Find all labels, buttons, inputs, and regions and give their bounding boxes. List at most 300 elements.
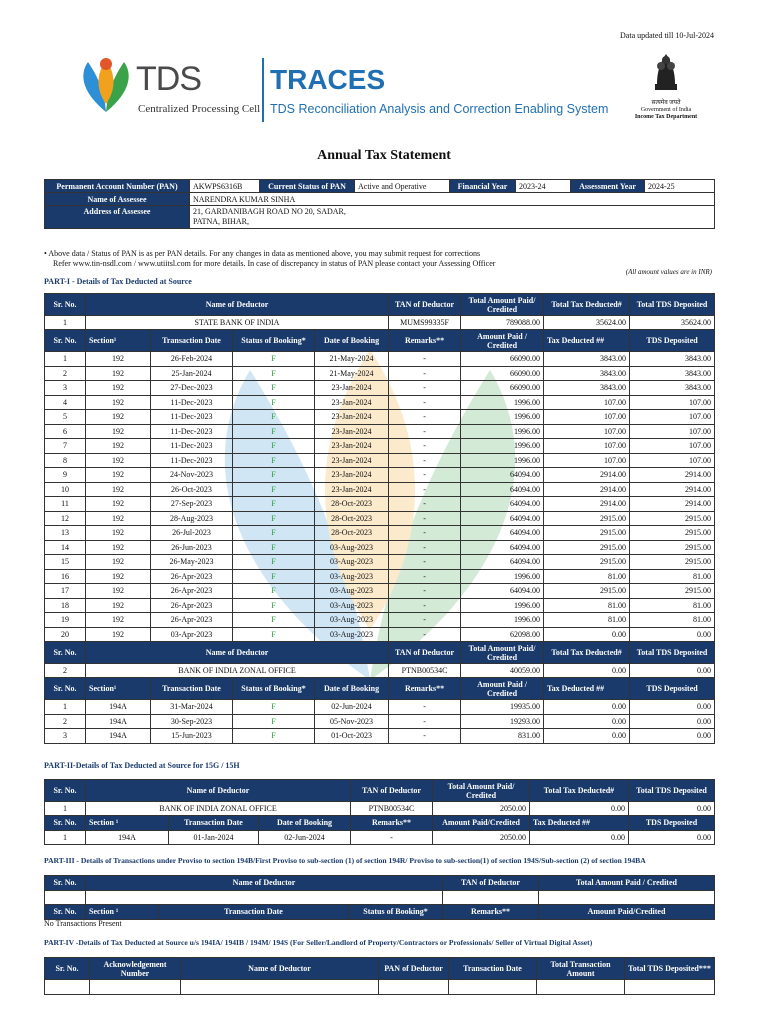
p2-row-paid: 2050.00 — [433, 830, 530, 845]
p1-hdr-sr: Sr. No. — [45, 294, 86, 316]
txn-amount-paid: 66090.00 — [461, 366, 544, 381]
txn-tax-deducted: 107.00 — [544, 395, 630, 410]
txn-status: F — [233, 584, 315, 599]
p1-sub-paid: Amount Paid / Credited — [461, 678, 544, 700]
p1-hdr-deducted: Total Tax Deducted# — [544, 642, 630, 664]
note-line-2: Refer www.tin-nsdl.com / www.utiitsl.com for more details. In case of discrepancy in status of PAN please contact your Assessing Officer — [53, 259, 496, 268]
p2-row-deducted: 0.00 — [530, 830, 629, 845]
txn-status: F — [233, 468, 315, 483]
txn-amount-paid: 66090.00 — [461, 381, 544, 396]
txn-amount-paid: 1996.00 — [461, 453, 544, 468]
part1-title: PART-I - Details of Tax Deducted at Source — [44, 277, 192, 286]
p3-sub-tdate: Transaction Date — [159, 905, 349, 920]
assessee-address-label: Address of Assessee — [45, 206, 190, 229]
txn-section: 194A — [86, 714, 151, 729]
txn-date: 26-Apr-2023 — [151, 584, 233, 599]
txn-status: F — [233, 366, 315, 381]
txn-tax-deducted: 3843.00 — [544, 352, 630, 367]
txn-booking-date: 28-Oct-2023 — [315, 497, 389, 512]
txn-status: F — [233, 381, 315, 396]
p2-sub-remarks: Remarks** — [351, 816, 433, 831]
txn-status: F — [233, 410, 315, 425]
txn-sr: 5 — [45, 410, 86, 425]
txn-tax-deducted: 107.00 — [544, 453, 630, 468]
txn-status: F — [233, 439, 315, 454]
txn-remarks: - — [389, 526, 461, 541]
txn-date: 11-Dec-2023 — [151, 424, 233, 439]
p2-row-section: 194A — [86, 830, 169, 845]
fy-value: 2023-24 — [516, 180, 571, 193]
assessee-address-value — [190, 206, 715, 229]
txn-tax-deducted: 81.00 — [544, 613, 630, 628]
table-row — [45, 482, 715, 497]
txn-booking-date: 21-May-2024 — [315, 352, 389, 367]
txn-booking-date: 23-Jan-2024 — [315, 468, 389, 483]
deductor-sr: 2 — [45, 664, 86, 678]
txn-tds-deposited: 2914.00 — [630, 497, 715, 512]
txn-status: F — [233, 511, 315, 526]
txn-booking-date: 23-Jan-2024 — [315, 439, 389, 454]
txn-sr: 2 — [45, 714, 86, 729]
deductor-total-deducted: 35624.00 — [544, 316, 630, 330]
txn-amount-paid: 64094.00 — [461, 584, 544, 599]
p1-sub-paid: Amount Paid / Credited — [461, 330, 544, 352]
txn-remarks: - — [389, 714, 461, 729]
txn-section: 192 — [86, 453, 151, 468]
p2-sub-section: Section ¹ — [86, 816, 169, 831]
txn-tds-deposited: 81.00 — [630, 598, 715, 613]
txn-tax-deducted: 107.00 — [544, 410, 630, 425]
table-row — [45, 381, 715, 396]
part2-table — [44, 779, 715, 845]
part3-title: PART-III - Details of Transactions under Proviso to section 194B/First Proviso to sub-section (1) of section 194R/ Proviso to sub-section(1) of section 194S/Sub-section (2) of section 194BA — [44, 856, 646, 865]
txn-tds-deposited: 107.00 — [630, 453, 715, 468]
p2-hdr-deposited: Total TDS Deposited — [629, 780, 715, 802]
txn-section: 192 — [86, 410, 151, 425]
txn-remarks: - — [389, 540, 461, 555]
txn-sr: 15 — [45, 555, 86, 570]
p3-hdr-tan: TAN of Deductor — [443, 876, 539, 891]
address-line-2: PATNA, BIHAR, — [193, 217, 249, 226]
p1-sub-remarks: Remarks** — [389, 678, 461, 700]
p4-empty-cell — [90, 980, 181, 995]
p1-hdr-name: Name of Deductor — [86, 294, 389, 316]
p1-sub-section: Section¹ — [86, 678, 151, 700]
txn-sr: 19 — [45, 613, 86, 628]
traces-logo-text: TRACES — [270, 64, 386, 95]
p2-sub-paid: Amount Paid/Credited — [433, 816, 530, 831]
txn-tax-deducted: 2914.00 — [544, 482, 630, 497]
txn-amount-paid: 1996.00 — [461, 598, 544, 613]
txn-booking-date: 02-Jun-2024 — [315, 700, 389, 715]
pan-status-label: Current Status of PAN — [260, 180, 355, 193]
txn-remarks: - — [389, 627, 461, 642]
txn-status: F — [233, 482, 315, 497]
p3-sub-sr: Sr. No. — [45, 905, 86, 920]
txn-booking-date: 28-Oct-2023 — [315, 511, 389, 526]
tds-leaf-icon — [74, 54, 138, 114]
header-divider — [262, 58, 264, 122]
txn-status: F — [233, 453, 315, 468]
p2-ded-deducted: 0.00 — [530, 802, 629, 816]
txn-booking-date: 03-Aug-2023 — [315, 627, 389, 642]
txn-amount-paid: 62098.00 — [461, 627, 544, 642]
emblem-motto: सत्यमेव जयते — [651, 100, 681, 106]
txn-sr: 2 — [45, 366, 86, 381]
txn-booking-date: 03-Aug-2023 — [315, 584, 389, 599]
txn-booking-date: 23-Jan-2024 — [315, 482, 389, 497]
txn-section: 192 — [86, 366, 151, 381]
txn-remarks: - — [389, 569, 461, 584]
txn-tds-deposited: 107.00 — [630, 410, 715, 425]
p1-sub-deposited: TDS Deposited — [630, 678, 715, 700]
p1-sub-remarks: Remarks** — [389, 330, 461, 352]
p1-hdr-paid: Total Amount Paid/ Credited — [461, 294, 544, 316]
txn-booking-date: 23-Jan-2024 — [315, 395, 389, 410]
txn-date: 26-Jul-2023 — [151, 526, 233, 541]
emblem-logo — [626, 50, 706, 120]
txn-amount-paid: 64094.00 — [461, 468, 544, 483]
txn-tds-deposited: 2915.00 — [630, 540, 715, 555]
txn-booking-date: 28-Oct-2023 — [315, 526, 389, 541]
ashoka-emblem-icon — [649, 50, 683, 96]
txn-remarks: - — [389, 482, 461, 497]
txn-tds-deposited: 81.00 — [630, 569, 715, 584]
p4-hdr-name: Name of Deductor — [181, 958, 379, 980]
txn-remarks: - — [389, 613, 461, 628]
txn-booking-date: 23-Jan-2024 — [315, 424, 389, 439]
table-row — [45, 366, 715, 381]
txn-date: 26-Oct-2023 — [151, 482, 233, 497]
txn-section: 192 — [86, 395, 151, 410]
p2-row-deposited: 0.00 — [629, 830, 715, 845]
txn-tds-deposited: 3843.00 — [630, 381, 715, 396]
p2-sub-deducted: Tax Deducted ## — [530, 816, 629, 831]
txn-date: 30-Sep-2023 — [151, 714, 233, 729]
txn-tds-deposited: 2915.00 — [630, 555, 715, 570]
txn-remarks: - — [389, 497, 461, 512]
p1-hdr-deposited: Total TDS Deposited — [630, 642, 715, 664]
txn-tds-deposited: 0.00 — [630, 729, 715, 744]
deductor-total-deposited: 35624.00 — [630, 316, 715, 330]
table-row — [45, 714, 715, 729]
table-row — [45, 526, 715, 541]
deductor-tan: PTNB00534C — [389, 664, 461, 678]
txn-remarks: - — [389, 584, 461, 599]
p4-empty-cell — [537, 980, 625, 995]
p1-hdr-sr: Sr. No. — [45, 642, 86, 664]
txn-tds-deposited: 0.00 — [630, 627, 715, 642]
p3-sub-status: Status of Booking* — [349, 905, 443, 920]
txn-date: 26-Jun-2023 — [151, 540, 233, 555]
txn-tds-deposited: 2914.00 — [630, 482, 715, 497]
table-row — [45, 424, 715, 439]
deductor-total-paid: 789088.00 — [461, 316, 544, 330]
p2-sub-sr: Sr. No. — [45, 816, 86, 831]
txn-tds-deposited: 0.00 — [630, 700, 715, 715]
txn-tax-deducted: 2915.00 — [544, 540, 630, 555]
txn-amount-paid: 66090.00 — [461, 352, 544, 367]
ay-value: 2024-25 — [645, 180, 715, 193]
part3-table — [44, 875, 715, 920]
txn-date: 25-Jan-2024 — [151, 366, 233, 381]
table-row — [45, 468, 715, 483]
emblem-dept: Income Tax Department — [634, 114, 698, 120]
txn-section: 192 — [86, 511, 151, 526]
deductor-total-deducted: 0.00 — [544, 664, 630, 678]
txn-date: 11-Dec-2023 — [151, 439, 233, 454]
p1-sub-tdate: Transaction Date — [151, 678, 233, 700]
page-header — [72, 50, 712, 126]
txn-remarks: - — [389, 424, 461, 439]
txn-section: 192 — [86, 540, 151, 555]
txn-tds-deposited: 2915.00 — [630, 584, 715, 599]
txn-tax-deducted: 0.00 — [544, 729, 630, 744]
txn-sr: 17 — [45, 584, 86, 599]
txn-remarks: - — [389, 555, 461, 570]
txn-section: 192 — [86, 497, 151, 512]
table-row — [45, 613, 715, 628]
txn-section: 192 — [86, 598, 151, 613]
p1-hdr-deposited: Total TDS Deposited — [630, 294, 715, 316]
txn-sr: 9 — [45, 468, 86, 483]
txn-remarks: - — [389, 410, 461, 425]
txn-amount-paid: 1996.00 — [461, 395, 544, 410]
p2-sub-tdate: Transaction Date — [169, 816, 259, 831]
pan-notes — [44, 249, 724, 269]
p2-ded-sr: 1 — [45, 802, 86, 816]
txn-status: F — [233, 526, 315, 541]
txn-section: 192 — [86, 526, 151, 541]
p2-row-sr: 1 — [45, 830, 86, 845]
p1-sub-status: Status of Booking* — [233, 678, 315, 700]
deductor-sr: 1 — [45, 316, 86, 330]
txn-date: 31-Mar-2024 — [151, 700, 233, 715]
txn-status: F — [233, 395, 315, 410]
txn-status: F — [233, 613, 315, 628]
txn-tax-deducted: 107.00 — [544, 439, 630, 454]
txn-amount-paid: 64094.00 — [461, 497, 544, 512]
txn-sr: 6 — [45, 424, 86, 439]
txn-tds-deposited: 2914.00 — [630, 468, 715, 483]
txn-sr: 13 — [45, 526, 86, 541]
p2-row-tdate: 01-Jan-2024 — [169, 830, 259, 845]
p1-sub-tdate: Transaction Date — [151, 330, 233, 352]
txn-date: 27-Sep-2023 — [151, 497, 233, 512]
txn-date: 26-Feb-2024 — [151, 352, 233, 367]
p1-hdr-name: Name of Deductor — [86, 642, 389, 664]
txn-tds-deposited: 81.00 — [630, 613, 715, 628]
txn-amount-paid: 64094.00 — [461, 526, 544, 541]
p2-ded-name: BANK OF INDIA ZONAL OFFICE — [86, 802, 351, 816]
txn-date: 11-Dec-2023 — [151, 453, 233, 468]
txn-section: 192 — [86, 584, 151, 599]
txn-section: 192 — [86, 627, 151, 642]
p3-empty-cell — [443, 890, 539, 905]
p3-hdr-paid: Total Amount Paid / Credited — [539, 876, 715, 891]
txn-remarks: - — [389, 511, 461, 526]
p3-hdr-name: Name of Deductor — [86, 876, 443, 891]
txn-date: 26-Apr-2023 — [151, 598, 233, 613]
p1-sub-status: Status of Booking* — [233, 330, 315, 352]
p4-hdr-amount: Total Transaction Amount — [537, 958, 625, 980]
p1-hdr-deducted: Total Tax Deducted# — [544, 294, 630, 316]
txn-tax-deducted: 81.00 — [544, 569, 630, 584]
txn-tax-deducted: 2915.00 — [544, 526, 630, 541]
txn-tax-deducted: 0.00 — [544, 627, 630, 642]
txn-tax-deducted: 2915.00 — [544, 584, 630, 599]
txn-remarks: - — [389, 729, 461, 744]
txn-tax-deducted: 107.00 — [544, 424, 630, 439]
txn-sr: 1 — [45, 352, 86, 367]
address-line-1: 21, GARDANIBAGH ROAD NO 20, SADAR, — [193, 207, 346, 216]
txn-booking-date: 05-Nov-2023 — [315, 714, 389, 729]
txn-amount-paid: 64094.00 — [461, 555, 544, 570]
txn-tds-deposited: 3843.00 — [630, 366, 715, 381]
txn-amount-paid: 1996.00 — [461, 424, 544, 439]
txn-sr: 20 — [45, 627, 86, 642]
table-row — [45, 569, 715, 584]
p1-sub-deducted: Tax Deducted ## — [544, 330, 630, 352]
txn-booking-date: 03-Aug-2023 — [315, 555, 389, 570]
p2-sub-deposited: TDS Deposited — [629, 816, 715, 831]
txn-remarks: - — [389, 468, 461, 483]
table-row — [45, 352, 715, 367]
txn-sr: 4 — [45, 395, 86, 410]
txn-sr: 3 — [45, 729, 86, 744]
txn-amount-paid: 64094.00 — [461, 482, 544, 497]
txn-amount-paid: 19293.00 — [461, 714, 544, 729]
txn-booking-date: 03-Aug-2023 — [315, 613, 389, 628]
txn-remarks: - — [389, 700, 461, 715]
txn-amount-paid: 64094.00 — [461, 511, 544, 526]
p1-sub-section: Section¹ — [86, 330, 151, 352]
txn-section: 192 — [86, 613, 151, 628]
table-row — [45, 555, 715, 570]
txn-date: 28-Aug-2023 — [151, 511, 233, 526]
txn-status: F — [233, 555, 315, 570]
part4-table — [44, 957, 715, 995]
txn-amount-paid: 64094.00 — [461, 540, 544, 555]
txn-status: F — [233, 497, 315, 512]
txn-remarks: - — [389, 366, 461, 381]
table-row — [45, 729, 715, 744]
table-row — [45, 395, 715, 410]
txn-status: F — [233, 714, 315, 729]
txn-amount-paid: 831.00 — [461, 729, 544, 744]
txn-section: 192 — [86, 468, 151, 483]
table-row — [45, 598, 715, 613]
p3-sub-remarks: Remarks** — [443, 905, 539, 920]
txn-status: F — [233, 352, 315, 367]
p4-empty-cell — [379, 980, 449, 995]
p3-empty-cell — [86, 890, 443, 905]
part1-table — [44, 293, 715, 744]
txn-date: 27-Dec-2023 — [151, 381, 233, 396]
p1-hdr-paid: Total Amount Paid/ Credited — [461, 642, 544, 664]
txn-amount-paid: 1996.00 — [461, 410, 544, 425]
p3-sub-section: Section ¹ — [86, 905, 159, 920]
txn-booking-date: 23-Jan-2024 — [315, 410, 389, 425]
deductor-name: BANK OF INDIA ZONAL OFFICE — [86, 664, 389, 678]
txn-amount-paid: 1996.00 — [461, 439, 544, 454]
p3-empty-cell — [539, 890, 715, 905]
txn-sr: 7 — [45, 439, 86, 454]
txn-status: F — [233, 598, 315, 613]
txn-remarks: - — [389, 453, 461, 468]
p2-hdr-paid: Total Amount Paid/ Credited — [433, 780, 530, 802]
inr-note: (All amount values are in INR) — [625, 268, 712, 276]
txn-sr: 14 — [45, 540, 86, 555]
p2-hdr-deducted: Total Tax Deducted# — [530, 780, 629, 802]
txn-amount-paid: 1996.00 — [461, 613, 544, 628]
p4-hdr-deposited: Total TDS Deposited*** — [625, 958, 715, 980]
table-row — [45, 439, 715, 454]
txn-sr: 8 — [45, 453, 86, 468]
txn-section: 194A — [86, 729, 151, 744]
txn-date: 11-Dec-2023 — [151, 410, 233, 425]
txn-tax-deducted: 81.00 — [544, 598, 630, 613]
table-row — [45, 410, 715, 425]
pan-details-table — [44, 179, 715, 229]
deductor-total-paid: 40059.00 — [461, 664, 544, 678]
txn-tds-deposited: 107.00 — [630, 395, 715, 410]
txn-amount-paid: 1996.00 — [461, 569, 544, 584]
txn-remarks: - — [389, 352, 461, 367]
fy-label: Financial Year — [450, 180, 516, 193]
deductor-total-deposited: 0.00 — [630, 664, 715, 678]
page-title: Annual Tax Statement — [317, 148, 451, 163]
txn-date: 15-Jun-2023 — [151, 729, 233, 744]
txn-remarks: - — [389, 598, 461, 613]
deductor-name: STATE BANK OF INDIA — [86, 316, 389, 330]
table-row — [45, 511, 715, 526]
p2-ded-paid: 2050.00 — [433, 802, 530, 816]
emblem-gov: Government of India — [640, 107, 692, 113]
p1-sub-deducted: Tax Deducted ## — [544, 678, 630, 700]
p4-hdr-pan: PAN of Deductor — [379, 958, 449, 980]
p3-sub-paid: Amount Paid/Credited — [539, 905, 715, 920]
tds-logo-text: TDS — [136, 60, 201, 98]
txn-section: 194A — [86, 700, 151, 715]
p1-sub-bdate: Date of Booking — [315, 678, 389, 700]
p2-hdr-tan: TAN of Deductor — [351, 780, 433, 802]
p3-hdr-sr: Sr. No. — [45, 876, 86, 891]
txn-remarks: - — [389, 381, 461, 396]
txn-sr: 16 — [45, 569, 86, 584]
txn-tax-deducted: 2914.00 — [544, 468, 630, 483]
txn-tds-deposited: 0.00 — [630, 714, 715, 729]
table-row — [45, 584, 715, 599]
table-row — [45, 453, 715, 468]
p4-empty-cell — [45, 980, 90, 995]
p2-sub-bdate: Date of Booking — [259, 816, 351, 831]
p1-hdr-tan: TAN of Deductor — [389, 294, 461, 316]
txn-tax-deducted: 3843.00 — [544, 366, 630, 381]
txn-status: F — [233, 700, 315, 715]
tds-logo-subtitle: Centralized Processing Cell — [138, 103, 261, 115]
txn-section: 192 — [86, 482, 151, 497]
pan-status-value: Active and Operative — [355, 180, 450, 193]
txn-section: 192 — [86, 424, 151, 439]
no-transactions-note: No Transactions Present — [44, 919, 122, 928]
assessee-name-label: Name of Assessee — [45, 193, 190, 206]
txn-status: F — [233, 627, 315, 642]
txn-sr: 18 — [45, 598, 86, 613]
data-updated-note: Data updated till 10-Jul-2024 — [620, 31, 714, 40]
p4-empty-cell — [449, 980, 537, 995]
txn-booking-date: 23-Jan-2024 — [315, 381, 389, 396]
